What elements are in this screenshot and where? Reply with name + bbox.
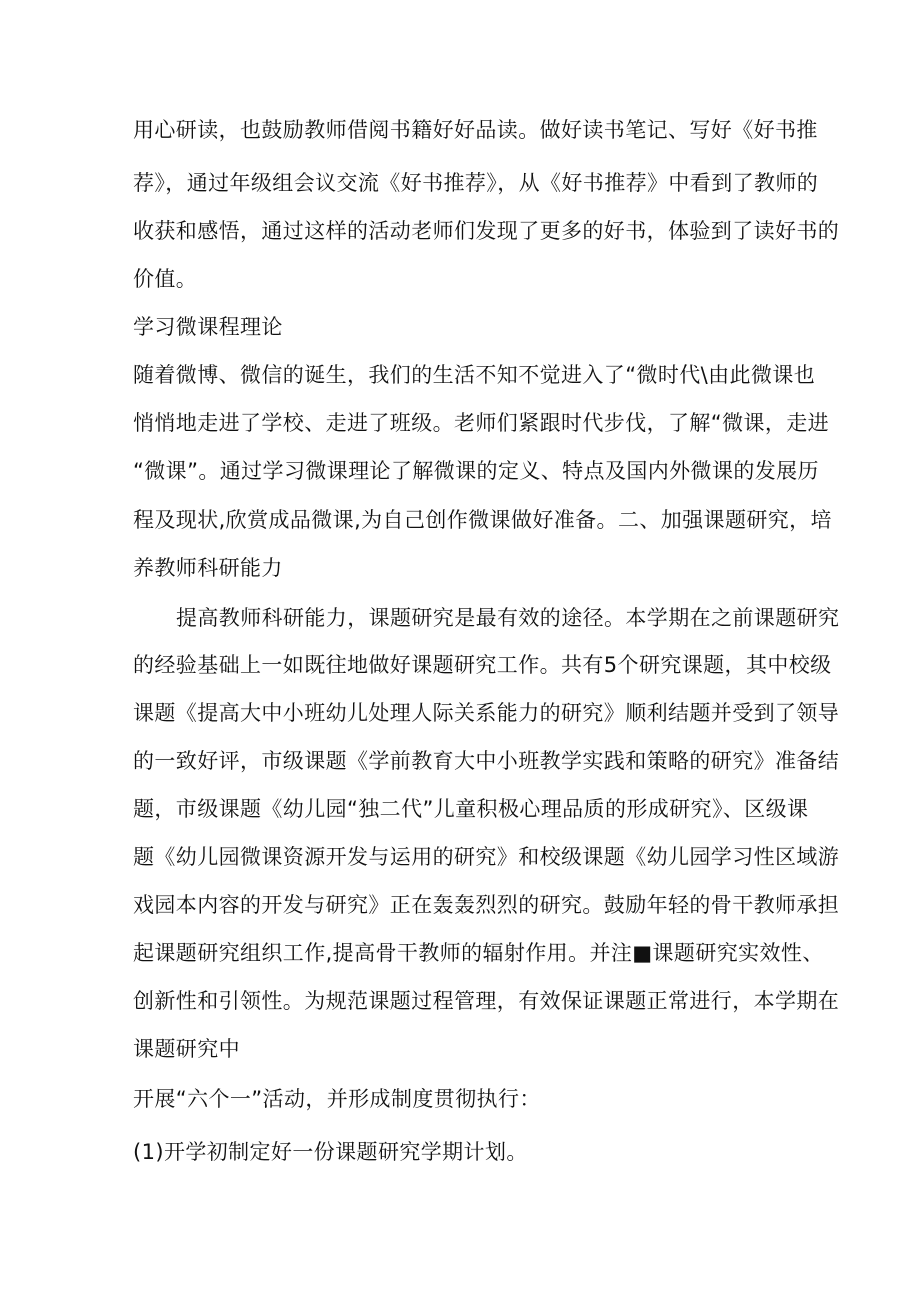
text-line: 价值。 [133,267,198,291]
text-line: 悄悄地走进了学校、走进了班级。老师们紧跟时代步伐，了解“微课，走进 [133,411,830,435]
text-line: 荐》，通过年级组会议交流《好书推荐》，从《好书推荐》中看到了教师的 [133,171,819,195]
text-line: 课题《提高大中小班幼儿处理人际关系能力的研究》顺利结题并受到了领导 [133,701,840,725]
text-line: 创新性和引领性。为规范课题过程管理，有效保证课题正常进行，本学期在 [133,989,840,1013]
text-line: 程及现状,欣赏成品微课,为自己创作微课做好准备。二、加强课题研究，培 [133,508,832,532]
text-line: 课题研究中 [133,1037,240,1061]
text-line: 提高教师科研能力，课题研究是最有效的途径。本学期在之前课题研究 [176,606,840,630]
text-line: 题，市级课题《幼儿园“独二代”儿童积极心理品质的形成研究》、区级课 [133,797,809,821]
text-line: 开展“六个一”活动，并形成制度贯彻执行： [133,1087,541,1111]
text-line: 的一致好评，市级课题《学前教育大中小班教学实践和策略的研究》准备结 [133,749,840,773]
text-line: 题《幼儿园微课资源开发与运用的研究》和校级课题《幼儿园学习性区域游 [133,845,840,869]
list-item: (1)开学初制定好一份课题研究学期计划。 [133,1140,528,1164]
text-line: 用心研读，也鼓励教师借阅书籍好好品读。做好读书笔记、写好《好书推 [133,118,818,142]
text-line: 起课题研究组织工作,提高骨干教师的辐射作用。并注■课题研究实效性、 [133,941,824,965]
text-line: 收获和感悟，通过这样的活动老师们发现了更多的好书，体验到了读好书的 [133,219,840,243]
section-heading: 学习微课程理论 [133,315,283,339]
text-line: “微课”。通过学习微课理论了解微课的定义、特点及国内外微课的发展历 [133,459,819,483]
text-line: 的经验基础上一如既往地做好课题研究工作。共有5个研究课题，其中校级 [133,653,832,677]
text-line: 养教师科研能力 [133,556,283,580]
text-line: 戏园本内容的开发与研究》正在轰轰烈烈的研究。鼓励年轻的骨干教师承担 [133,893,840,917]
text-line: 随着微博、微信的诞生，我们的生活不知不觉进入了“微时代\由此微课也 [133,363,816,387]
